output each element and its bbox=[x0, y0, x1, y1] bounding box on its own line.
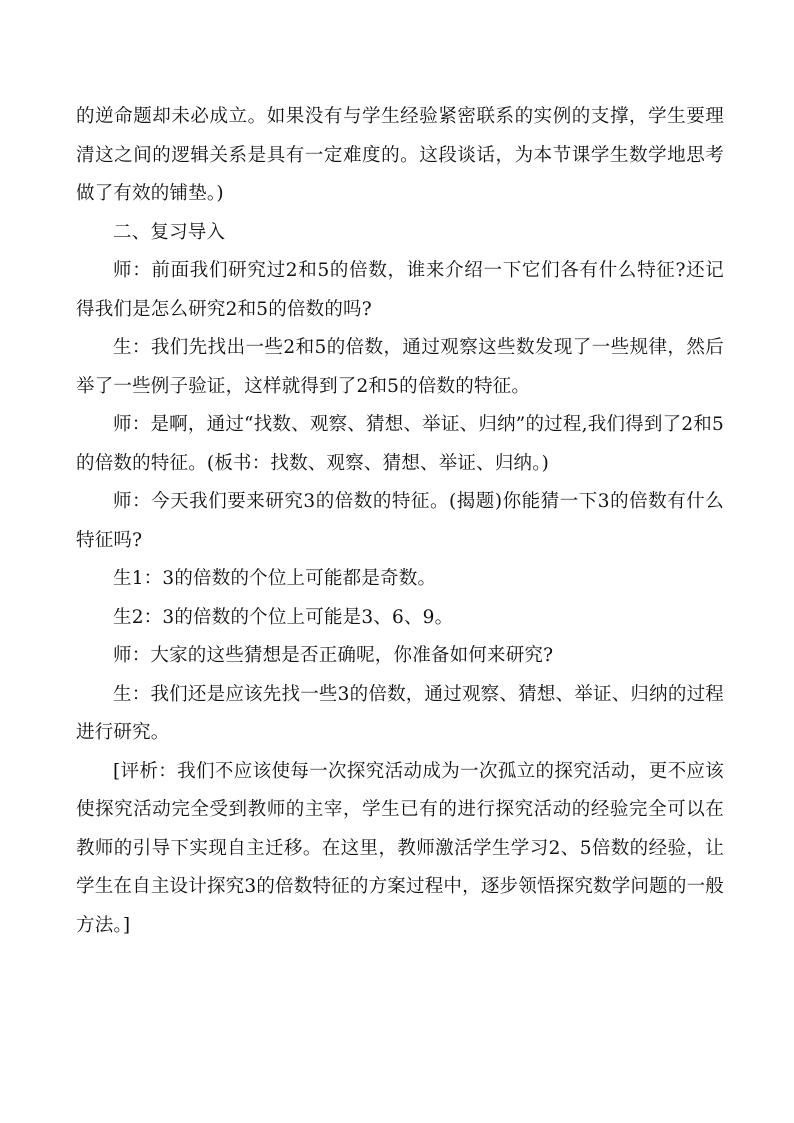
paragraph-teacher-topic: 师：今天我们要来研究3的倍数的特征。(揭题)你能猜一下3的倍数有什么特征吗? bbox=[76, 491, 724, 551]
paragraph-commentary: [评析：我们不应该使每一次探究活动成为一次孤立的探究活动，更不应该使探究活动完全受到教师的主宰，学生已有的进行探究活动的经验完全可以在教师的引导下实现自主迁移。在这里，教师激活学生学习2、5倍数的经验，让学生在自主设计探究3的倍数特征的方案过程中，逐步领悟探究数学问题的一般方法。] bbox=[76, 760, 724, 936]
document-body bbox=[76, 98, 724, 945]
paragraph-teacher-prompt: 师：大家的这些猜想是否正确呢，你准备如何来研究? bbox=[113, 645, 554, 666]
paragraph-student-2: 生2：3的倍数的个位上可能是3、6、9。 bbox=[113, 606, 454, 628]
paragraph-continuation: 的逆命题却未必成立。如果没有与学生经验紧密联系的实例的支撑，学生要理清这之间的逻辑关系是具有一定难度的。这段谈话，为本节课学生数学地思考做了有效的铺垫。) bbox=[76, 106, 724, 204]
paragraph-teacher-summary: 师：是啊，通过“找数、观察、猜想、举证、归纳”的过程,我们得到了2和5的倍数的特征。(板书：找数、观察、猜想、举证、归纳。) bbox=[76, 414, 724, 474]
paragraph-student-answer: 生：我们先找出一些2和5的倍数，通过观察这些数发现了一些规律，然后举了一些例子验证，这样就得到了2和5的倍数的特征。 bbox=[76, 337, 724, 397]
paragraph-student-1: 生1：3的倍数的个位上可能都是奇数。 bbox=[113, 568, 437, 589]
paragraph-teacher-question: 师：前面我们研究过2和5的倍数，谁来介绍一下它们各有什么特征?还记得我们是怎么研究2和5的倍数的吗? bbox=[76, 260, 724, 320]
paragraph-student-plan: 生：我们还是应该先找一些3的倍数，通过观察、猜想、举证、归纳的过程进行研究。 bbox=[76, 683, 724, 743]
section-heading-review: 二、复习导入 bbox=[113, 221, 226, 243]
